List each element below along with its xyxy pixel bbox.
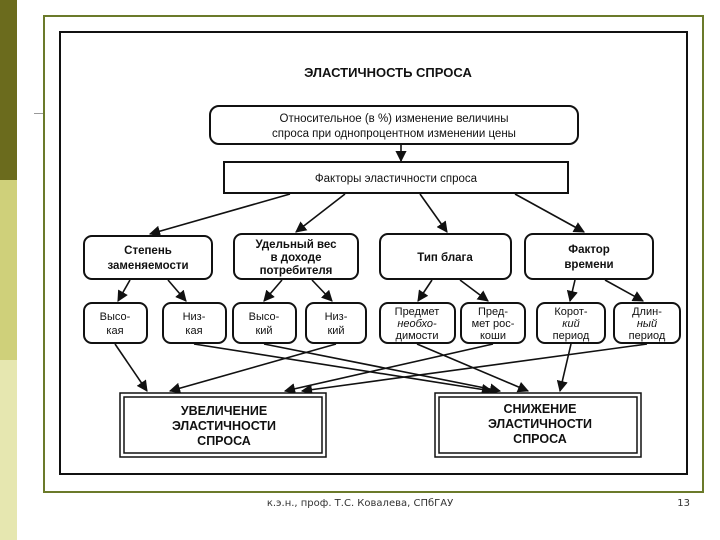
category-1-line-2: заменяемости xyxy=(107,260,189,272)
definition-line-1: Относительное (в %) изменение величины xyxy=(279,113,509,125)
category-substitutability xyxy=(84,236,212,279)
definition-line-2: спроса при однопроцентном изменении цены xyxy=(272,128,516,140)
result-increase-line-1: УВЕЛИЧЕНИЕ xyxy=(180,404,268,418)
result-decrease-line-3: СПРОСА xyxy=(513,432,567,446)
arrow-cat3-leaf5 xyxy=(418,280,432,301)
leaf-high-income-share xyxy=(233,303,296,343)
arrow-leaf8-increase xyxy=(302,344,647,391)
diagram-title: ЭЛАСТИЧНОСТЬ СПРОСА xyxy=(304,65,472,80)
leaf-4-line-2: кий xyxy=(327,325,345,337)
factors-label: Факторы эластичности спроса xyxy=(314,173,478,185)
arrow-factors-cat2 xyxy=(296,194,345,232)
leaf-5-line-3: димости xyxy=(395,330,439,342)
leaf-6-line-2: мет рос- xyxy=(471,318,515,330)
result-increase-line-3: СПРОСА xyxy=(197,434,251,448)
arrow-cat1-leaf1 xyxy=(118,280,130,301)
arrow-leaf7-decrease xyxy=(560,344,571,391)
leaf-2-line-1: Низ- xyxy=(182,311,206,323)
category-1-line-1: Степень xyxy=(124,245,172,257)
arrow-leaf4-increase xyxy=(170,344,336,391)
category-2-line-1: Удельный вес xyxy=(255,239,337,251)
leaf-low-income-share xyxy=(306,303,366,343)
arrow-leaf2-decrease xyxy=(194,344,492,391)
leaf-3-line-1: Высо- xyxy=(248,311,280,323)
leaf-1-line-1: Высо- xyxy=(99,311,131,323)
arrow-factors-cat1 xyxy=(150,194,290,234)
arrow-cat4-leaf7 xyxy=(570,280,575,301)
arrow-cat4-leaf8 xyxy=(605,280,643,301)
leaf-low-substitutability xyxy=(163,303,226,343)
leaf-high-substitutability xyxy=(84,303,147,343)
arrow-cat1-leaf2 xyxy=(168,280,186,301)
leaf-7-line-1: Корот- xyxy=(554,306,588,318)
arrow-factors-cat4 xyxy=(515,194,584,232)
category-3-line-1: Тип блага xyxy=(417,252,473,264)
result-decrease-line-1: СНИЖЕНИЕ xyxy=(503,402,577,416)
leaf-5-line-2: необхо- xyxy=(397,318,437,330)
page-number: 13 xyxy=(677,498,690,509)
leaf-3-line-2: кий xyxy=(255,325,273,337)
leaf-7-line-2: кий xyxy=(562,318,580,330)
category-4-line-2: времени xyxy=(564,259,614,271)
category-4-line-1: Фактор xyxy=(568,244,610,256)
arrow-leaf1-increase xyxy=(115,344,147,391)
arrow-cat2-leaf3 xyxy=(264,280,282,301)
leaf-8-line-3: период xyxy=(628,330,666,342)
category-2-line-3: потребителя xyxy=(259,265,333,277)
arrow-cat2-leaf4 xyxy=(312,280,332,301)
leaf-4-line-1: Низ- xyxy=(324,311,348,323)
leaf-1-line-2: кая xyxy=(106,325,124,337)
leaf-5-line-1: Предмет xyxy=(394,306,440,318)
leaf-8-line-1: Длин- xyxy=(632,306,662,318)
category-time-factor xyxy=(525,234,653,279)
leaf-6-line-3: коши xyxy=(479,330,507,342)
leaf-7-line-3: период xyxy=(552,330,590,342)
footer-author: к.э.н., проф. Т.С. Ковалева, СПбГАУ xyxy=(266,498,454,509)
arrow-cat3-leaf6 xyxy=(460,280,488,301)
leaf-6-line-1: Пред- xyxy=(478,306,508,318)
category-2-line-2: в доходе xyxy=(270,252,322,264)
arrow-factors-cat3 xyxy=(420,194,447,232)
leaf-8-line-2: ный xyxy=(636,318,658,330)
leaf-2-line-2: кая xyxy=(185,325,203,337)
result-decrease-line-2: ЭЛАСТИЧНОСТИ xyxy=(487,417,593,431)
result-increase-line-2: ЭЛАСТИЧНОСТИ xyxy=(171,419,277,433)
